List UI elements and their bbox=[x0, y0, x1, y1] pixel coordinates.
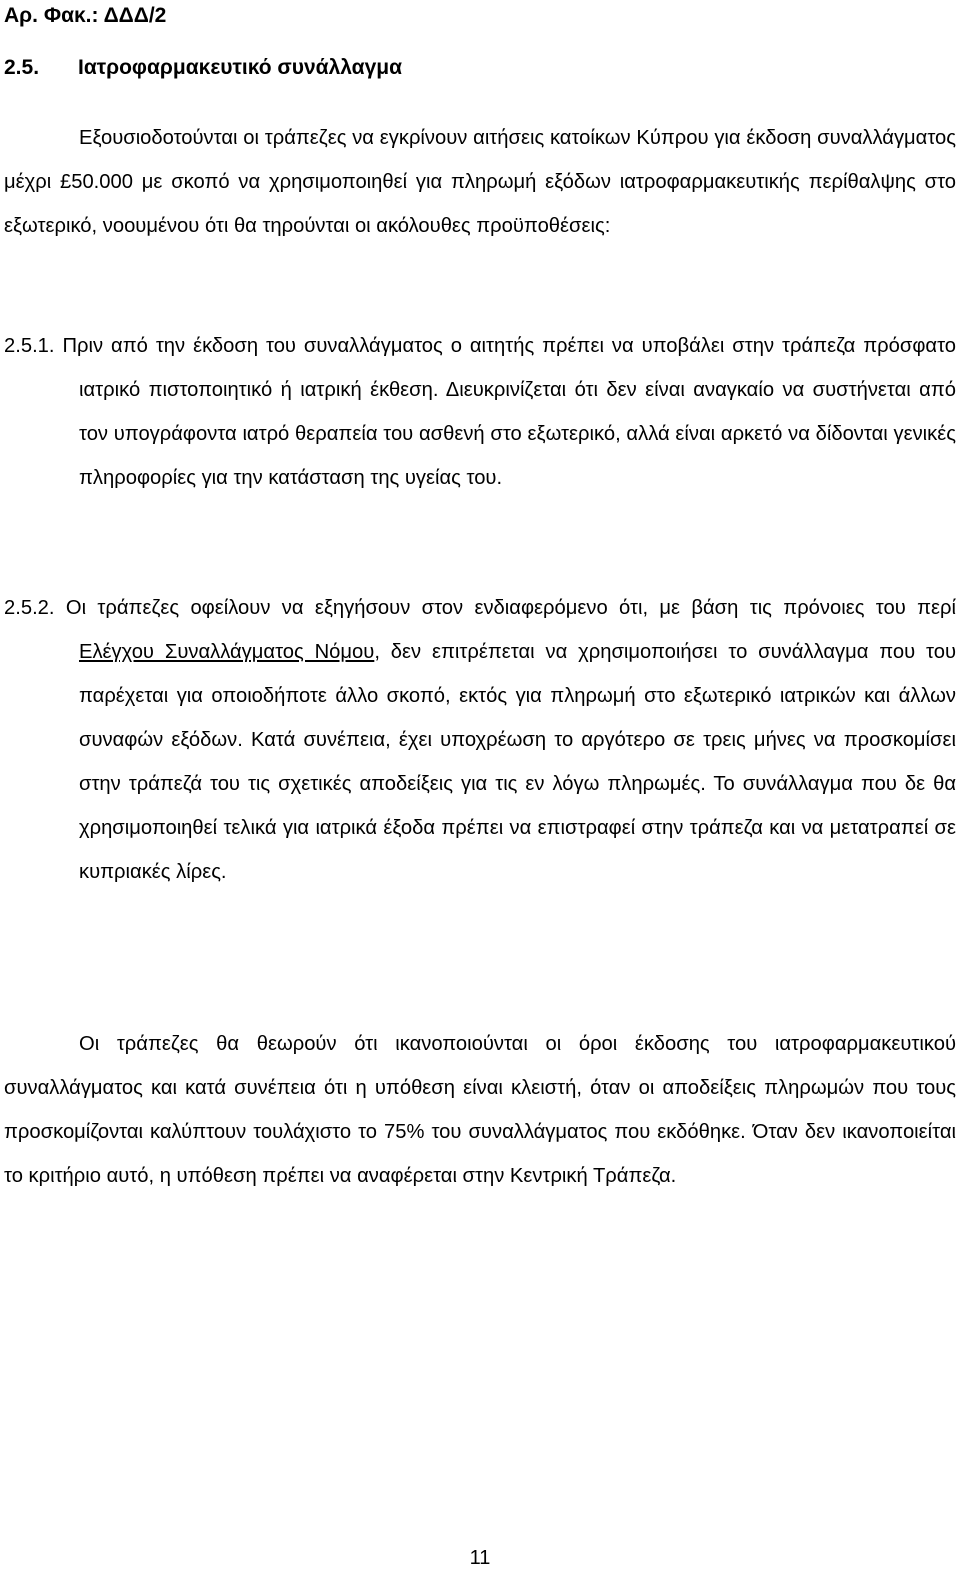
section-number: 2.5. bbox=[4, 56, 40, 79]
section-title: Ιατροφαρμακευτικό συνάλλαγμα bbox=[78, 56, 403, 79]
file-reference: Αρ. Φακ.: ΔΔΔ/2 bbox=[4, 4, 167, 27]
item-text: Πριν από την έκδοση του συναλλάγματος ο αιτητής πρέπει να υποβάλει στην τράπεζα πρόσφατο ιατρικό πιστοποιητικό ή ιατρική έκθεση. Διευκρινίζεται ότι δεν είναι αναγκαίο να συστήνεται από τον υπογράφοντα ιατρό θεραπεία του ασθενή στο εξωτερικό, αλλά είναι αρκετό να δίδονται γενικές πληροφορίες για την κατάσταση της υγείας του. bbox=[62, 335, 957, 489]
law-reference-link[interactable]: Ελέγχου Συναλλάγματος Νόμου bbox=[79, 641, 375, 663]
item-text-after-link: , δεν επιτρέπεται να χρησιμοποιήσει το συνάλλαγμα που του παρέχεται για οποιοδήποτε άλλο σκοπό, εκτός για πληρωμή στο εξωτερικό ιατρικών και άλλων συναφών εξόδων. Κατά συνέπεια, έχει υποχρέωση το αργότερο σε τρεις μήνες να προσκομίσει στην τράπεζά του τις σχετικές αποδείξεις για τις εν λόγω πληρωμές. Το συνάλλαγμα που δε θα χρησιμοποιηθεί τελικά για ιατρικά έξοδα πρέπει να επιστραφεί στην τράπεζα και να μετατραπεί σε κυπριακές λίρες. bbox=[79, 641, 956, 883]
item-text-before-link: Οι τράπεζες οφείλουν να εξηγήσουν στον ενδιαφερόμενο ότι, με βάση τις πρόνοιες του περί bbox=[65, 597, 956, 619]
list-item bbox=[4, 324, 956, 500]
section-heading bbox=[4, 54, 402, 82]
list-item bbox=[4, 586, 956, 894]
page-number: 11 bbox=[469, 1547, 491, 1569]
intro-paragraph: Εξουσιοδοτούνται οι τράπεζες να εγκρίνουν αιτήσεις κατοίκων Κύπρου για έκδοση συναλλάγματος μέχρι £50.000 με σκοπό να χρησιμοποιηθεί για πληρωμή εξόδων ιατροφαρμακευτικής περίθαλψης στο εξωτερικό, νοουμένου ότι θα τηρούνται οι ακόλουθες προϋποθέσεις: bbox=[4, 127, 956, 237]
item-number: 2.5.2. bbox=[4, 597, 55, 619]
item-number: 2.5.1. bbox=[4, 335, 55, 357]
closing-paragraph: Οι τράπεζες θα θεωρούν ότι ικανοποιούνται οι όροι έκδοσης του ιατροφαρμακευτικού συναλλάγματος και κατά συνέπεια ότι η υπόθεση είναι κλειστή, όταν οι αποδείξεις πληρωμών που τους προσκομίζονται καλύπτουν τουλάχιστο το 75% του συναλλάγματος που εκδόθηκε. Όταν δεν ικανοποιείται το κριτήριο αυτό, η υπόθεση πρέπει να αναφέρεται στην Κεντρική Τράπεζα. bbox=[4, 1033, 956, 1187]
